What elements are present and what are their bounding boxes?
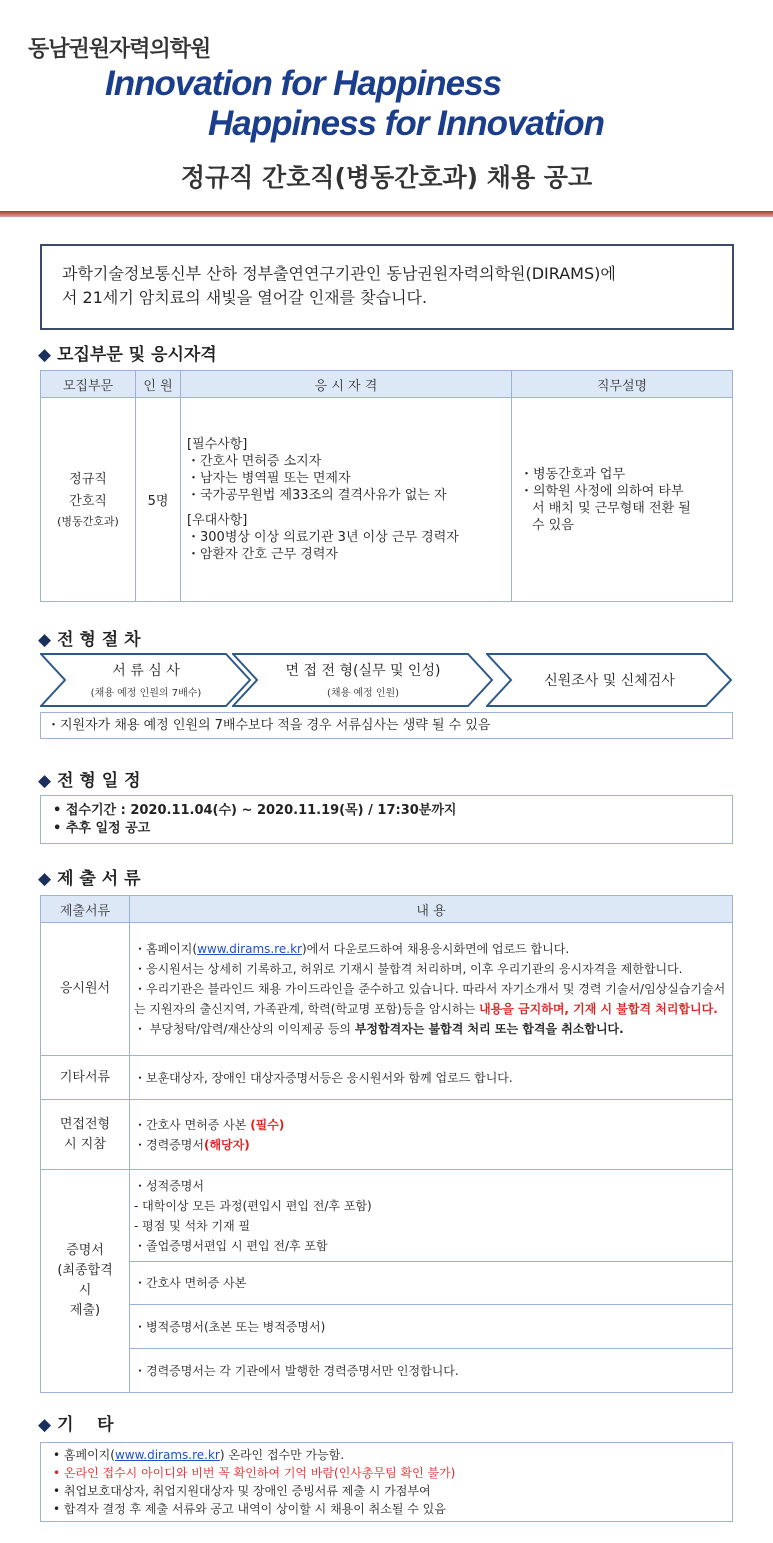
other-docs-label: 기타서류: [41, 1056, 130, 1100]
other-docs-content: ・보훈대상자, 장애인 대상자증명서등은 응시원서와 함께 업로드 합니다.: [130, 1056, 733, 1100]
intro-box: [40, 244, 734, 330]
dept-line-1: 정규직: [69, 471, 107, 487]
application-line-4: ・ 부당청탁/압력/재산상의 이익제공 등의 부정합격자는 불합격 처리 또는 합격을 취소합니다.: [134, 1022, 624, 1036]
certificate-label-4: 제출): [69, 1303, 101, 1318]
section-etc-label: 기 타: [57, 1415, 114, 1435]
etc-line-1: • 홈페이지(www.dirams.re.kr) 온라인 접수만 가능함.: [53, 1448, 345, 1462]
section-documents-label: 제 출 서 류: [57, 869, 141, 889]
section-recruit-label: 모집부문 및 응시자격: [57, 345, 217, 365]
interview-label-2: 시 지참: [64, 1136, 106, 1152]
section-recruit-heading: [38, 340, 217, 365]
slogan-line-2: Happiness for Innovation: [208, 104, 605, 143]
dept-cell: [41, 398, 136, 602]
intro-line-2: 서 21세기 암치료의 새빛을 열어갈 인재를 찾습니다.: [62, 288, 428, 307]
interview-label-1: 면접전형: [59, 1116, 111, 1132]
documents-table: [40, 895, 733, 1393]
certificate-content-3: ・병적증명서(초본 또는 병적증명서): [130, 1305, 733, 1349]
duty-line: 서 배치 및 근무형태 전환 될: [532, 500, 691, 516]
preferred-item: ・300병상 이상 의료기관 3년 이상 근무 경력자: [187, 530, 459, 545]
certificate-label-1: 증명서: [66, 1243, 104, 1258]
interview-line-2: ・경력증명서(해당자): [134, 1137, 250, 1152]
col-header-doc: 제출서류: [41, 896, 130, 923]
required-item: ・국가공무원법 제33조의 결격사유가 없는 자: [187, 488, 447, 503]
section-documents-heading: [38, 864, 141, 889]
schedule-box: [40, 795, 733, 844]
title-divider: [0, 211, 773, 217]
duty-line: 수 있음: [532, 517, 574, 533]
col-header-count: 인 원: [136, 371, 181, 398]
dept-line-2: 간호직: [69, 493, 107, 509]
col-header-qualification: 응 시 자 격: [181, 371, 512, 398]
preferred-item: ・암환자 간호 근무 경력자: [187, 547, 338, 562]
count-cell: 5명: [136, 398, 181, 602]
required-item: ・간호사 면허증 소지자: [187, 454, 322, 469]
org-name: 동남권원자력의학원: [28, 37, 211, 62]
process-flow: [40, 652, 733, 708]
homepage-link[interactable]: www.dirams.re.kr: [197, 942, 302, 956]
process-step-label: 서 류 심 사: [112, 663, 180, 679]
qualification-cell: [181, 398, 512, 602]
application-line-1: ・홈페이지(www.dirams.re.kr)에서 다운로드하여 채용응시화면에 업로드 합니다.: [134, 942, 570, 956]
schedule-period: • 접수기간 : 2020.11.04(수) ~ 2020.11.19(목) / 17:30분까지: [53, 803, 457, 818]
section-process-label: 전 형 절 차: [57, 630, 141, 650]
required-item: ・남자는 병역필 또는 면제자: [187, 471, 351, 486]
required-title: [필수사항]: [187, 437, 248, 452]
etc-box: [40, 1442, 733, 1522]
etc-line-2: • 온라인 접수시 아이디와 비번 꼭 확인하여 기억 바람(인사총무팀 확인 불가): [53, 1466, 456, 1480]
certificate-content-4: ・경력증명서는 각 기관에서 발행한 경력증명서만 인정합니다.: [130, 1349, 733, 1393]
diamond-icon: ◆: [38, 771, 52, 791]
duty-cell: [512, 398, 733, 602]
certificate-label: [41, 1170, 130, 1393]
process-note: ・지원자가 채용 예정 인원의 7배수보다 적을 경우 서류심사는 생략 될 수 있음: [40, 712, 733, 739]
certificate-line: - 대학이상 모든 과정(편입시 편입 전/후 포함): [134, 1198, 372, 1213]
interview-line-1: ・간호사 면허증 사본 (필수): [134, 1117, 285, 1132]
section-process-heading: [38, 625, 141, 650]
application-content: [130, 923, 733, 1056]
certificate-line: - 평점 및 석차 기재 필: [134, 1218, 251, 1233]
process-step-2: [232, 652, 494, 708]
certificate-line: ・성적증명서: [134, 1178, 204, 1193]
slogan-line-1: Innovation for Happiness: [105, 64, 502, 103]
certificate-label-2: (최종합격: [57, 1263, 113, 1278]
application-label: 응시원서: [41, 923, 130, 1056]
application-line-3: ・우리기관은 블라인드 채용 가이드라인을 준수하고 있습니다. 따라서 자기소개서 및 경력 기술서/임상실습기술서는 지원자의 출신지역, 가족관계, 학력(학교명 포함)등을 암시하는 내용을 금지하며, 기재 시 불합격 처리합니다.: [134, 982, 726, 1016]
application-line-2: ・응시원서는 상세히 기록하고, 허위로 기재시 불합격 처리하며, 이후 우리기관의 응시자격을 제한합니다.: [134, 962, 683, 976]
process-step-label: 신원조사 및 신체검사: [544, 673, 675, 689]
col-header-content: 내 용: [130, 896, 733, 923]
diamond-icon: ◆: [38, 345, 52, 365]
diamond-icon: ◆: [38, 1415, 52, 1435]
interview-content: [130, 1100, 733, 1170]
process-step-label: 면 접 전 형(실무 및 인성): [285, 663, 441, 679]
dept-line-3: (병동간호과): [57, 514, 119, 528]
page-title: 정규직 간호직(병동간호과) 채용 공고: [180, 163, 593, 192]
certificate-content-2: ・간호사 면허증 사본: [130, 1262, 733, 1305]
process-step-sub: (채용 예정 인원): [326, 688, 400, 699]
duty-line: ・의학원 사정에 의하여 타부: [520, 483, 684, 499]
preferred-title: [우대사항]: [187, 513, 248, 528]
certificate-line: ・졸업증명서편입 시 편입 전/후 포함: [134, 1238, 328, 1253]
schedule-note: • 추후 일정 공고: [53, 821, 151, 836]
col-header-dept: 모집부문: [41, 371, 136, 398]
recruit-table: [40, 370, 733, 602]
section-etc-heading: [38, 1410, 114, 1435]
diamond-icon: ◆: [38, 869, 52, 889]
certificate-content-1: [130, 1170, 733, 1262]
intro-line-1: 과학기술정보통신부 산하 정부출연연구기관인 동남권원자력의학원(DIRAMS)에: [62, 264, 616, 283]
process-step-3: [486, 652, 733, 708]
certificate-label-3: 시: [78, 1283, 92, 1298]
col-header-duty: 직무설명: [512, 371, 733, 398]
duty-line: ・병동간호과 업무: [520, 466, 626, 482]
section-schedule-heading: [38, 766, 141, 791]
etc-line-4: • 합격자 결정 후 제출 서류와 공고 내역이 상이할 시 채용이 취소될 수 있음: [53, 1502, 446, 1516]
homepage-link[interactable]: www.dirams.re.kr: [114, 1448, 220, 1462]
diamond-icon: ◆: [38, 630, 52, 650]
process-step-1: [40, 652, 252, 708]
section-schedule-label: 전 형 일 정: [57, 771, 141, 791]
etc-line-3: • 취업보호대상자, 취업지원대상자 및 장애인 증빙서류 제출 시 가점부여: [53, 1484, 431, 1498]
process-step-sub: (채용 예정 인원의 7배수): [90, 688, 202, 699]
interview-label: [41, 1100, 130, 1170]
